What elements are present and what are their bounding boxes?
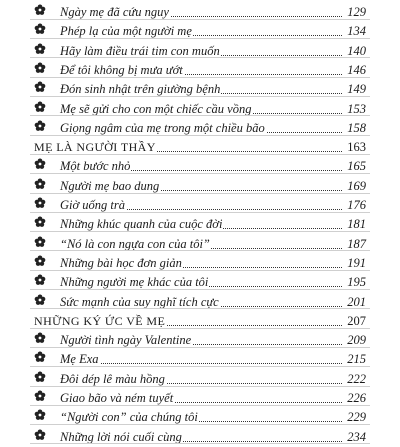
entry-title: Sức mạnh của suy nghĩ tích cực xyxy=(60,294,219,309)
flower-bullet-icon xyxy=(34,351,46,363)
flower-bullet-icon xyxy=(34,178,46,190)
entry-title: Giọng ngâm của mẹ trong một chiều bão xyxy=(60,120,265,135)
entry-title: “Nó là con ngựa con của tôi” xyxy=(60,236,210,251)
page-number: 149 xyxy=(347,82,366,97)
flower-bullet-icon xyxy=(34,236,46,248)
section-heading: NHỮNG KÝ ỨC VỀ MẸ xyxy=(34,313,166,328)
page-number: 158 xyxy=(347,120,366,135)
entry-title: Những người mẹ khác của tôi xyxy=(60,275,209,290)
page-number: 129 xyxy=(347,5,366,19)
flower-bullet-icon xyxy=(34,4,46,16)
entry-title: Những lời nói cuối cùng xyxy=(60,429,182,444)
flower-bullet-icon xyxy=(34,409,46,421)
entry-title: Người tình ngày Valentine xyxy=(60,333,192,348)
flower-bullet-icon xyxy=(34,429,46,441)
entry-title: Để tôi không bị mưa ướt xyxy=(60,62,183,77)
dot-leader xyxy=(60,363,342,364)
entry-title: Giao bão và ném tuyết xyxy=(60,391,174,405)
entry-title: Hãy làm điều trái tim con muốn xyxy=(60,43,220,58)
page-number: 207 xyxy=(347,313,366,328)
page-number: 187 xyxy=(347,236,366,251)
page-number: 222 xyxy=(347,371,366,386)
entry-title: Những bài học đơn giản xyxy=(60,255,182,270)
flower-bullet-icon xyxy=(34,255,46,267)
entry-title: Ngày mẹ đã cứu nguy xyxy=(60,5,169,19)
page-number: 209 xyxy=(347,333,366,348)
page-number: 229 xyxy=(347,410,366,425)
page-number: 215 xyxy=(347,352,366,367)
flower-bullet-icon xyxy=(34,62,46,74)
flower-bullet-icon xyxy=(34,332,46,344)
entry-title: Mẹ sẽ gửi cho con một chiếc cầu vồng xyxy=(60,101,252,116)
page-number: 201 xyxy=(347,294,366,309)
page-number: 226 xyxy=(347,391,366,405)
page-number: 195 xyxy=(347,275,366,290)
page-number: 176 xyxy=(347,198,366,212)
entry-title: Đón sinh nhật trên giường bệnh xyxy=(60,82,221,97)
entry-title: Người mẹ bao dung xyxy=(60,178,160,193)
page-number: 169 xyxy=(347,178,366,193)
entry-title: “Người con” của chúng tôi xyxy=(60,410,198,425)
flower-bullet-icon xyxy=(34,274,46,286)
page-number: 165 xyxy=(347,159,366,174)
entry-title: Phép lạ của một người mẹ xyxy=(60,24,192,39)
entry-title: Giờ uống trà xyxy=(60,198,126,212)
page-number: 140 xyxy=(347,43,366,58)
page-number: 191 xyxy=(347,255,366,270)
entry-title: Đôi dép lê màu hồng xyxy=(60,371,165,386)
flower-bullet-icon xyxy=(34,294,46,306)
entry-title: Mẹ Exa xyxy=(60,352,99,367)
page-number: 163 xyxy=(347,140,366,155)
flower-bullet-icon xyxy=(34,23,46,35)
flower-bullet-icon xyxy=(34,158,46,170)
flower-bullet-icon xyxy=(34,371,46,383)
section-heading: MẸ LÀ NGƯỜI THẦY xyxy=(34,140,156,155)
flower-bullet-icon xyxy=(34,120,46,132)
page-number: 134 xyxy=(347,24,366,39)
flower-bullet-icon xyxy=(34,81,46,93)
flower-bullet-icon xyxy=(34,197,46,209)
entry-title: Một bước nhỏ xyxy=(60,159,131,174)
page-number: 181 xyxy=(347,217,366,232)
page-number: 234 xyxy=(347,429,366,444)
flower-bullet-icon xyxy=(34,43,46,55)
page-number: 146 xyxy=(347,62,366,77)
flower-bullet-icon xyxy=(34,216,46,228)
entry-title: Những khúc quanh của cuộc đời xyxy=(60,217,223,232)
flower-bullet-icon xyxy=(34,101,46,113)
flower-bullet-icon xyxy=(34,390,46,402)
row-divider xyxy=(30,443,370,444)
page-number: 153 xyxy=(347,101,366,116)
